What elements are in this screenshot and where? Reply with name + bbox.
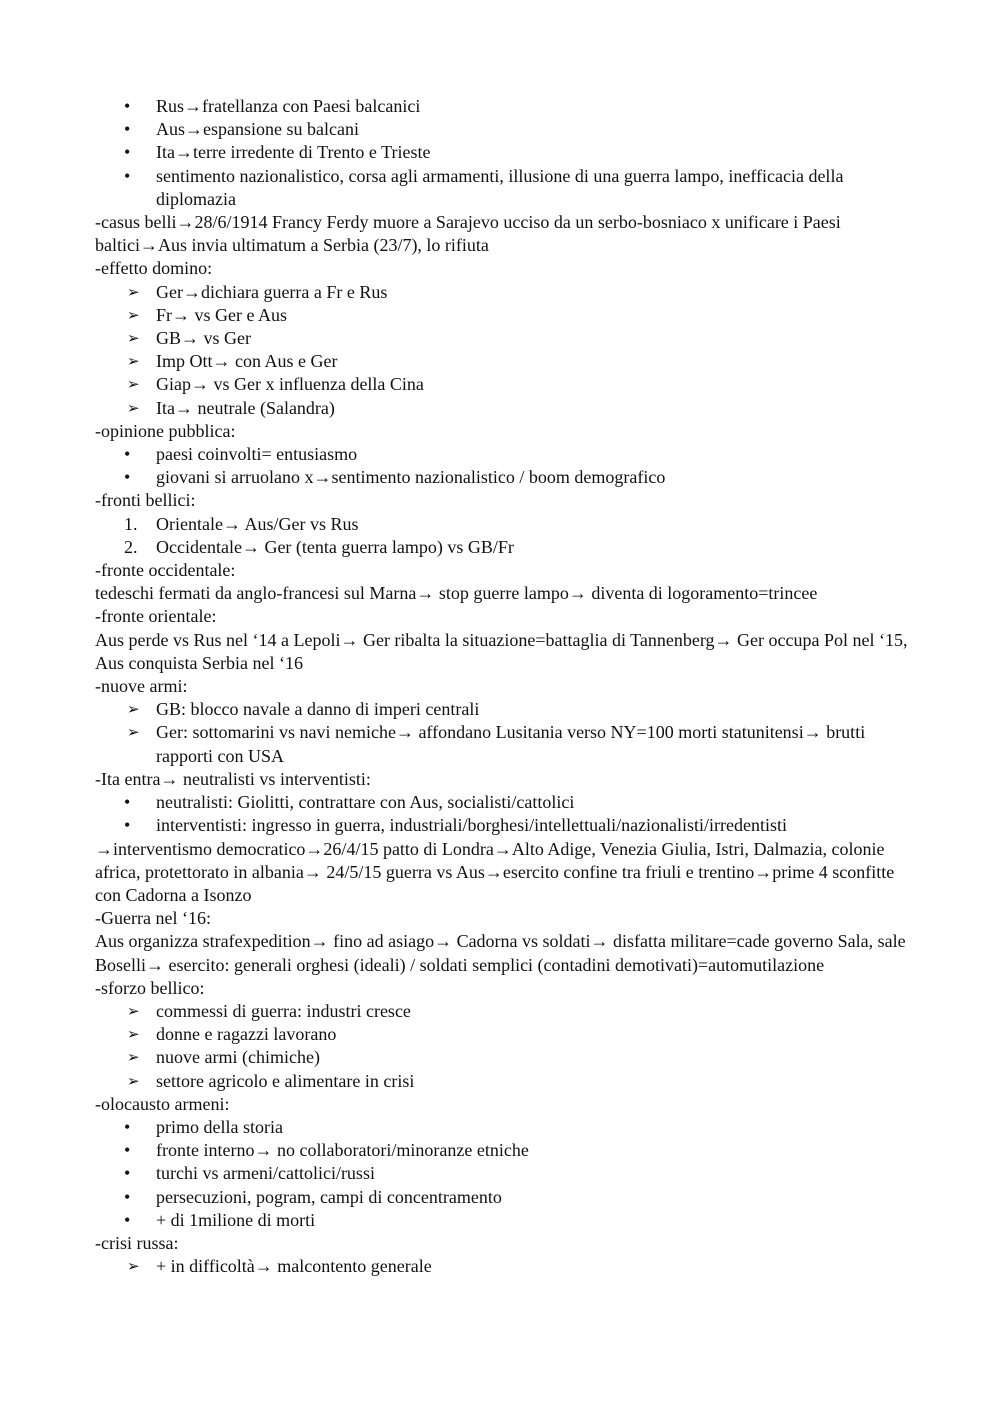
list-number-text: 1. <box>124 513 138 534</box>
list-item-text: primo della storia <box>156 1116 283 1137</box>
paragraph: Aus perde vs Rus nel ‘14 a Lepoli→ Ger ribalta la situazione=battaglia di Tannenberg→ Ger occupa Pol nel ‘15, Aus conquista Serbia nel ‘16 <box>95 629 908 673</box>
section-heading: -Guerra nel ‘16: <box>95 908 211 929</box>
paragraph: tedeschi fermati da anglo-francesi sul Marna→ stop guerre lampo→ diventa di logoramento=trincee <box>95 583 818 604</box>
bullet-list <box>95 791 910 837</box>
list-item-text: Ita→ neutrale (Salandra) <box>156 397 335 418</box>
list-item <box>95 1186 910 1209</box>
list-item-text: nuove armi (chimiche) <box>156 1047 320 1068</box>
arrow-list <box>95 1255 910 1278</box>
list-item <box>95 536 910 559</box>
section-heading: -olocausto armeni: <box>95 1093 230 1114</box>
list-item-text: + di 1milione di morti <box>156 1209 316 1230</box>
section-heading: -fronte orientale: <box>95 606 217 627</box>
arrow-list <box>95 698 910 768</box>
list-item-text: interventisti: ingresso in guerra, industriali/borghesi/intellettuali/nazionalisti/irredentisti <box>156 815 788 836</box>
list-item <box>95 118 910 141</box>
section-heading: -opinione pubblica: <box>95 420 236 441</box>
paragraph: →interventismo democratico→26/4/15 patto di Londra→Alto Adige, Venezia Giulia, Istri, Dalmazia, colonie africa, protettorato in albania→ 24/5/15 guerra vs Aus→esercito confine tra friuli e trentino→prime 4 sconfitte con Cadorna a Isonzo <box>95 838 895 905</box>
list-item <box>95 814 910 837</box>
list-item <box>95 1255 910 1278</box>
list-item <box>95 1046 910 1069</box>
list-item <box>95 1162 910 1185</box>
list-item <box>95 1209 910 1232</box>
arrow-list <box>95 1000 910 1093</box>
list-item <box>95 513 910 536</box>
list-item <box>95 466 910 489</box>
list-item-text: GB: blocco navale a danno di imperi centrali <box>156 699 480 720</box>
document-content <box>95 95 910 1278</box>
list-item <box>95 327 910 350</box>
list-item <box>95 141 910 164</box>
list-item-text: neutralisti: Giolitti, contrattare con Aus, socialisti/cattolici <box>156 792 575 813</box>
list-item-text: Rus→fratellanza con Paesi balcanici <box>156 96 421 116</box>
section-heading: -crisi russa: <box>95 1232 179 1253</box>
numbered-list <box>95 513 910 559</box>
list-item <box>95 95 910 118</box>
list-item <box>95 1023 910 1046</box>
section-heading: -sforzo bellico: <box>95 977 205 998</box>
list-item-text: Imp Ott→ con Aus e Ger <box>156 351 338 372</box>
section-heading: -effetto domino: <box>95 258 213 279</box>
list-item <box>95 397 910 420</box>
list-item <box>95 1116 910 1139</box>
section-heading: -fronte occidentale: <box>95 560 236 581</box>
list-item-text: fronte interno→ no collaboratori/minoranze etniche <box>156 1140 529 1161</box>
list-item-text: sentimento nazionalistico, corsa agli armamenti, illusione di una guerra lampo, inefficacia della diplomazia <box>156 165 844 209</box>
list-item-text: Orientale→ Aus/Ger vs Rus <box>156 513 359 534</box>
paragraph: Aus organizza strafexpedition→ fino ad asiago→ Cadorna vs soldati→ disfatta militare=cade governo Sala, sale Boselli→ esercito: generali orghesi (ideali) / soldati semplici (contadini demotivati)=automutilazione <box>95 931 906 975</box>
list-item <box>95 1139 910 1162</box>
bullet-list <box>95 95 910 211</box>
list-item-text: Ita→terre irredente di Trento e Trieste <box>156 142 431 163</box>
list-item-text: Occidentale→ Ger (tenta guerra lampo) vs GB/Fr <box>156 536 514 557</box>
list-item-text: Ger→dichiara guerra a Fr e Rus <box>156 281 388 302</box>
list-item-text: donne e ragazzi lavorano <box>156 1024 337 1045</box>
list-item-text: GB→ vs Ger <box>156 328 251 349</box>
list-item <box>95 304 910 327</box>
list-item-text: Giap→ vs Ger x influenza della Cina <box>156 374 424 395</box>
bullet-list <box>95 443 910 489</box>
paragraph: -casus belli→28/6/1914 Francy Ferdy muore a Sarajevo ucciso da un serbo-bosniaco x unificare i Paesi baltici→Aus invia ultimatum a Serbia (23/7), lo rifiuta <box>95 212 841 256</box>
list-item <box>95 373 910 396</box>
list-item <box>95 281 910 304</box>
section-heading: -Ita entra→ neutralisti vs interventisti: <box>95 768 371 789</box>
list-item-text: giovani si arruolano x→sentimento nazionalistico / boom demografico <box>156 467 666 488</box>
list-item-text: + in difficoltà→ malcontento generale <box>156 1256 432 1277</box>
list-item-text: persecuzioni, pogram, campi di concentramento <box>156 1186 502 1207</box>
list-item <box>95 350 910 373</box>
list-item <box>95 791 910 814</box>
list-item <box>95 698 910 721</box>
list-item <box>95 721 910 767</box>
list-item-text: settore agricolo e alimentare in crisi <box>156 1070 415 1091</box>
list-item-text: commessi di guerra: industri cresce <box>156 1000 411 1021</box>
list-item <box>95 443 910 466</box>
list-item <box>95 1070 910 1093</box>
list-number-text: 2. <box>124 536 138 557</box>
list-item-text: turchi vs armeni/cattolici/russi <box>156 1163 375 1184</box>
bullet-list <box>95 1116 910 1232</box>
list-item-text: Fr→ vs Ger e Aus <box>156 304 287 325</box>
section-heading: -nuove armi: <box>95 676 188 697</box>
list-item-text: Aus→espansione su balcani <box>156 119 359 140</box>
list-item-text: paesi coinvolti= entusiasmo <box>156 444 358 465</box>
section-heading: -fronti bellici: <box>95 490 196 511</box>
list-item-text: Ger: sottomarini vs navi nemiche→ affondano Lusitania verso NY=100 morti statunitensi→ brutti rapporti con USA <box>156 722 866 766</box>
list-item <box>95 1000 910 1023</box>
list-item <box>95 165 910 211</box>
arrow-list <box>95 281 910 420</box>
